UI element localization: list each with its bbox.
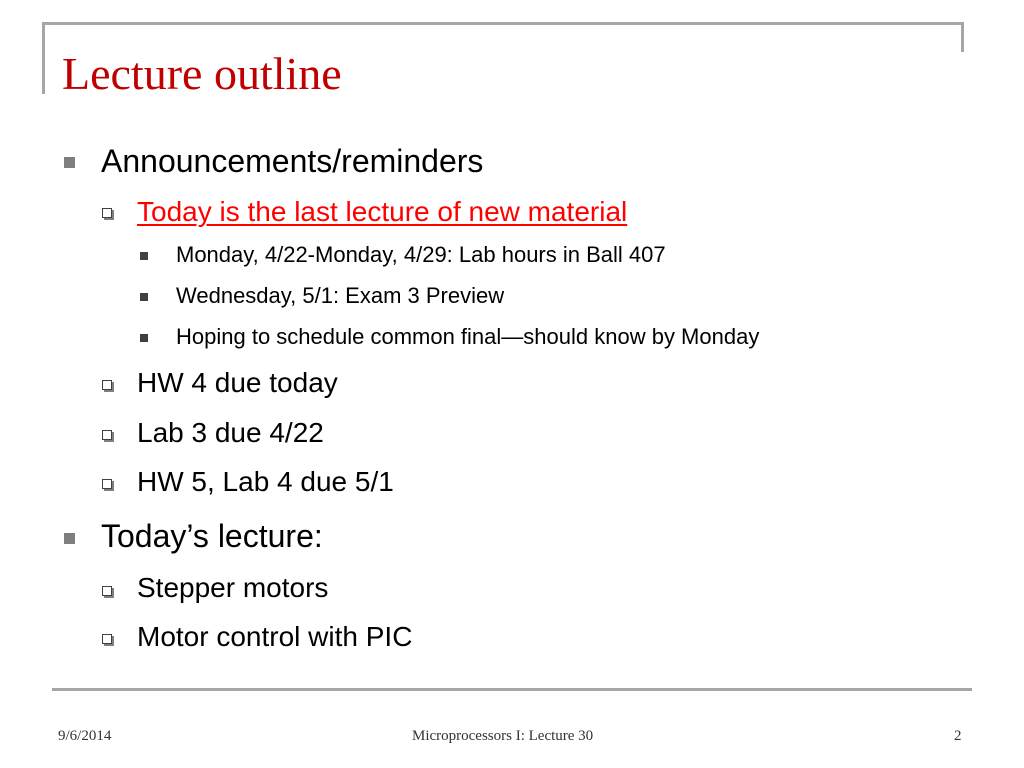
bullet-lab3: Lab 3 due 4/22 <box>137 417 324 448</box>
filled-square-icon <box>64 157 75 168</box>
small-filled-square-icon <box>140 293 148 301</box>
sub-bullet-lab-hours: Monday, 4/22-Monday, 4/29: Lab hours in Ball 407 <box>176 242 666 267</box>
footer-date: 9/6/2014 <box>58 728 112 744</box>
hollow-shadowed-square-icon <box>102 430 112 440</box>
bullet-hw4: HW 4 due today <box>137 367 338 398</box>
bullet-announcements: Announcements/reminders <box>101 143 484 179</box>
sub-bullet-common-final: Hoping to schedule common final—should know by Monday <box>176 324 760 349</box>
footer-page-number: 2 <box>954 728 962 744</box>
bullet-stepper-motors: Stepper motors <box>137 572 329 603</box>
filled-square-icon <box>64 533 75 544</box>
small-filled-square-icon <box>140 334 148 342</box>
bullet-hw5-lab4: HW 5, Lab 4 due 5/1 <box>137 466 394 497</box>
hollow-shadowed-square-icon <box>102 586 112 596</box>
bullet-motor-control: Motor control with PIC <box>137 621 413 652</box>
hollow-shadowed-square-icon <box>102 380 112 390</box>
hollow-shadowed-square-icon <box>102 479 112 489</box>
bullet-last-lecture: Today is the last lecture of new material <box>137 196 628 227</box>
hollow-shadowed-square-icon <box>102 208 112 218</box>
footer-divider <box>52 688 972 691</box>
bullet-todays-lecture: Today’s lecture: <box>101 518 323 554</box>
hollow-shadowed-square-icon <box>102 634 112 644</box>
slide-title: Lecture outline <box>62 48 342 99</box>
small-filled-square-icon <box>140 252 148 260</box>
footer-course-title: Microprocessors I: Lecture 30 <box>412 728 594 744</box>
sub-bullet-exam-preview: Wednesday, 5/1: Exam 3 Preview <box>176 283 505 308</box>
